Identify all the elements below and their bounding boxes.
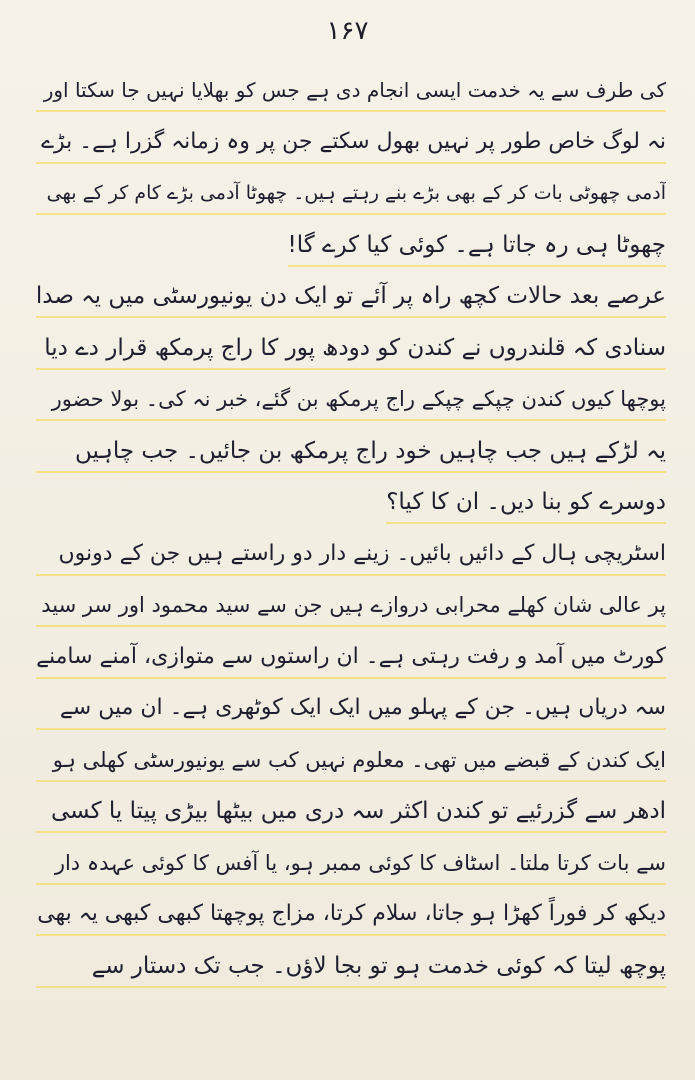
text-line-content: عرصے بعد حالات کچھ راہ پر آئے تو ایک دن یونیورسٹی میں یہ صدا — [36, 278, 666, 318]
text-line — [36, 72, 666, 124]
text-line-content: پوچھ لیتا کہ کوئی خدمت ہو تو بجا لاؤں۔ جب تک دستار سے — [36, 948, 666, 988]
text-line — [36, 330, 666, 382]
text-line-content: کورٹ میں آمد و رفت رہتی ہے۔ ان راستوں سے متوازی، آمنے سامنے — [36, 639, 666, 679]
text-line-content: پوچھا کیوں کندن چپکے چپکے راج پرمکھ بن گئے، خبر نہ کی۔ بولا حضور — [36, 381, 666, 421]
text-line — [36, 433, 666, 485]
page-number: ۱۶۷ — [326, 16, 369, 46]
text-line-content: پر عالی شان کھلے محرابی دروازے ہیں جن سے سید محمود اور سر سید — [36, 587, 666, 627]
text-line-content: ایک کندن کے قبضے میں تھی۔ معلوم نہیں کب سے یونیورسٹی کھلی ہو — [36, 742, 666, 782]
text-line — [36, 948, 666, 1000]
text-line-content: دوسرے کو بنا دیں۔ ان کا کیا؟ — [386, 484, 666, 524]
text-line-content: سنادی کہ قلندروں نے کندن کو دودھ پور کا راج پرمکھ قرار دے دیا — [36, 330, 666, 370]
text-line-content: سے بات کرتا ملتا۔ اسٹاف کا کوئی ممبر ہو، یا آفس کا کوئی عہدہ دار — [36, 845, 666, 885]
text-line — [36, 639, 666, 691]
text-line-content: کی طرف سے یہ خدمت ایسی انجام دی ہے جس کو بھلایا نہیں جا سکتا اور — [36, 72, 666, 112]
text-line — [36, 227, 666, 279]
text-line — [36, 381, 666, 433]
text-line — [36, 896, 666, 948]
text-line-content: ادھر سے گزرئیے تو کندن اکثر سہ دری میں بیٹھا بیڑی پیتا یا کسی — [36, 793, 666, 833]
text-line — [36, 690, 666, 742]
text-line-content: دیکھ کر فوراً کھڑا ہو جاتا، سلام کرتا، مزاج پوچھتا کبھی کبھی یہ بھی — [36, 896, 666, 936]
text-line-content: اسٹریچی ہال کے دائیں بائیں۔ زینے دار دو راستے ہیں جن کے دونوں — [36, 536, 666, 576]
text-line — [36, 484, 666, 536]
text-line — [36, 793, 666, 845]
text-line — [36, 175, 666, 227]
page-body — [36, 72, 666, 999]
text-line — [36, 587, 666, 639]
text-line-content: سہ دریاں ہیں۔ جن کے پہلو میں ایک ایک کوٹھری ہے۔ ان میں سے — [36, 690, 666, 730]
text-line — [36, 124, 666, 176]
text-line — [36, 278, 666, 330]
text-line — [36, 845, 666, 897]
text-line-content: آدمی چھوٹی بات کر کے بھی بڑے بنے رہتے ہیں۔ چھوٹا آدمی بڑے کام کر کے بھی — [36, 175, 666, 215]
text-line-content: چھوٹا ہی رہ جاتا ہے۔ کوئی کیا کرے گا! — [288, 227, 667, 267]
text-line — [36, 536, 666, 588]
text-line-content: نہ لوگ خاص طور پر نہیں بھول سکتے جن پر وہ زمانہ گزرا ہے۔ بڑے — [36, 124, 666, 164]
text-line — [36, 742, 666, 794]
text-line-content: یہ لڑکے ہیں جب چاہیں خود راج پرمکھ بن جائیں۔ جب چاہیں — [36, 433, 666, 473]
